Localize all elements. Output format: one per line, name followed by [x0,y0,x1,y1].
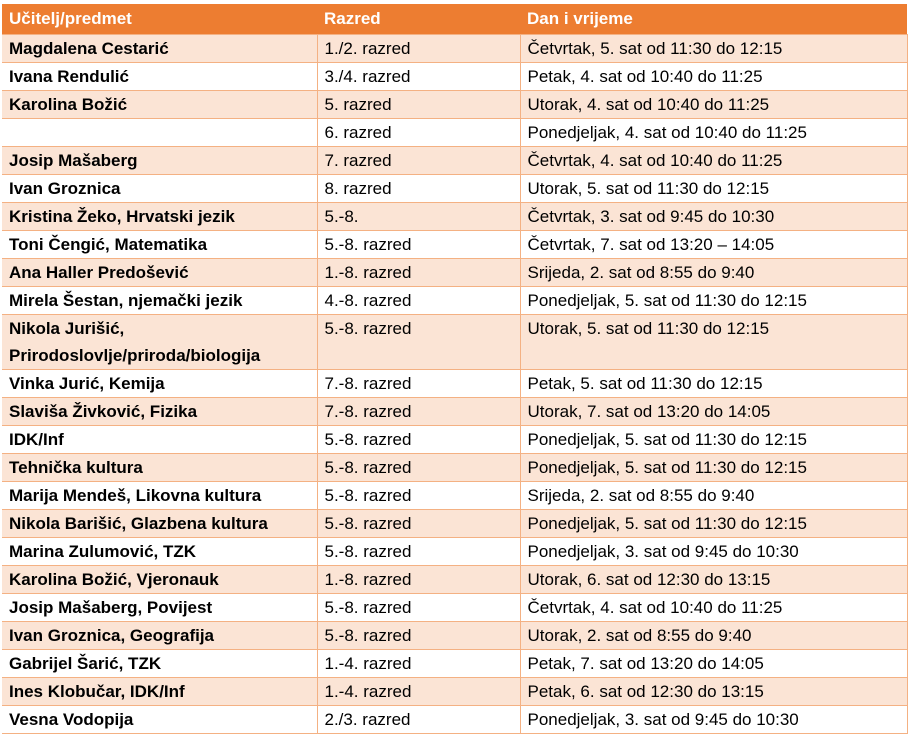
grade-cell: 5.-8. razred [317,315,520,370]
day-time-cell: Četvrtak, 4. sat od 10:40 do 11:25 [520,594,907,622]
grade-cell: 7. razred [317,147,520,175]
grade-cell: 1.-4. razred [317,650,520,678]
table-row [2,426,907,454]
day-time-cell: Ponedjeljak, 5. sat od 11:30 do 12:15 [520,426,907,454]
day-time-cell: Utorak, 2. sat od 8:55 do 9:40 [520,622,907,650]
day-time-cell: Srijeda, 2. sat od 8:55 do 9:40 [520,259,907,287]
teacher-subject-cell: Ivana Rendulić [2,63,317,91]
table-row [2,35,907,63]
table-row [2,566,907,594]
table-row [2,91,907,119]
table-body [2,35,907,734]
table-row [2,622,907,650]
table-row [2,259,907,287]
table-row [2,594,907,622]
grade-cell: 5.-8. razred [317,510,520,538]
table-row [2,287,907,315]
day-time-cell: Utorak, 5. sat od 11:30 do 12:15 [520,315,907,370]
teacher-subject-cell: Vesna Vodopija [2,706,317,734]
day-time-cell: Utorak, 6. sat od 12:30 do 13:15 [520,566,907,594]
table-row [2,203,907,231]
schedule-table [2,4,908,734]
header-day-time: Dan i vrijeme [520,4,907,35]
grade-cell: 7.-8. razred [317,398,520,426]
day-time-cell: Petak, 4. sat od 10:40 do 11:25 [520,63,907,91]
header-grade: Razred [317,4,520,35]
grade-cell: 4.-8. razred [317,287,520,315]
table-header-row [2,4,907,35]
grade-cell: 5.-8. razred [317,482,520,510]
grade-cell: 2./3. razred [317,706,520,734]
table-row [2,482,907,510]
table-row [2,370,907,398]
day-time-cell: Utorak, 7. sat od 13:20 do 14:05 [520,398,907,426]
teacher-subject-cell: IDK/Inf [2,426,317,454]
teacher-subject-cell: Karolina Božić, Vjeronauk [2,566,317,594]
teacher-subject-cell: Gabrijel Šarić, TZK [2,650,317,678]
grade-cell: 5.-8. razred [317,622,520,650]
table-row [2,538,907,566]
grade-cell: 5.-8. razred [317,538,520,566]
teacher-subject-cell: Josip Mašaberg [2,147,317,175]
teacher-subject-cell: Marija Mendeš, Likovna kultura [2,482,317,510]
table-row [2,650,907,678]
teacher-subject-cell: Ivan Groznica [2,175,317,203]
teacher-subject-cell: Vinka Jurić, Kemija [2,370,317,398]
day-time-cell: Ponedjeljak, 3. sat od 9:45 do 10:30 [520,706,907,734]
day-time-cell: Četvrtak, 5. sat od 11:30 do 12:15 [520,35,907,63]
table-row [2,706,907,734]
grade-cell: 5. razred [317,91,520,119]
day-time-cell: Ponedjeljak, 5. sat od 11:30 do 12:15 [520,454,907,482]
grade-cell: 3./4. razred [317,63,520,91]
teacher-subject-cell: Ana Haller Predošević [2,259,317,287]
teacher-subject-cell: Marina Zulumović, TZK [2,538,317,566]
day-time-cell: Ponedjeljak, 5. sat od 11:30 do 12:15 [520,510,907,538]
table-row [2,510,907,538]
table-row [2,119,907,147]
grade-cell: 5.-8. razred [317,594,520,622]
teacher-subject-cell: Ivan Groznica, Geografija [2,622,317,650]
day-time-cell: Četvrtak, 4. sat od 10:40 do 11:25 [520,147,907,175]
teacher-subject-cell: Kristina Žeko, Hrvatski jezik [2,203,317,231]
day-time-cell: Ponedjeljak, 5. sat od 11:30 do 12:15 [520,287,907,315]
day-time-cell: Petak, 7. sat od 13:20 do 14:05 [520,650,907,678]
teacher-subject-cell: Nikola Jurišić, Prirodoslovlje/priroda/biologija [2,315,317,370]
grade-cell: 6. razred [317,119,520,147]
teacher-subject-cell: Mirela Šestan, njemački jezik [2,287,317,315]
grade-cell: 5.-8. razred [317,454,520,482]
day-time-cell: Petak, 6. sat od 12:30 do 13:15 [520,678,907,706]
grade-cell: 8. razred [317,175,520,203]
grade-cell: 5.-8. razred [317,231,520,259]
grade-cell: 5.-8. [317,203,520,231]
teacher-subject-cell: Karolina Božić [2,91,317,119]
table-row [2,315,907,370]
grade-cell: 5.-8. razred [317,426,520,454]
day-time-cell: Utorak, 4. sat od 10:40 do 11:25 [520,91,907,119]
day-time-cell: Ponedjeljak, 3. sat od 9:45 do 10:30 [520,538,907,566]
teacher-subject-cell: Slaviša Živković, Fizika [2,398,317,426]
table-row [2,398,907,426]
day-time-cell: Utorak, 5. sat od 11:30 do 12:15 [520,175,907,203]
teacher-subject-cell: Toni Čengić, Matematika [2,231,317,259]
grade-cell: 1.-8. razred [317,259,520,287]
header-teacher-subject: Učitelj/predmet [2,4,317,35]
day-time-cell: Ponedjeljak, 4. sat od 10:40 do 11:25 [520,119,907,147]
teacher-subject-cell: Magdalena Cestarić [2,35,317,63]
grade-cell: 1.-8. razred [317,566,520,594]
grade-cell: 1.-4. razred [317,678,520,706]
day-time-cell: Petak, 5. sat od 11:30 do 12:15 [520,370,907,398]
day-time-cell: Četvrtak, 7. sat od 13:20 – 14:05 [520,231,907,259]
table-row [2,231,907,259]
table-row [2,147,907,175]
teacher-subject-cell: Tehnička kultura [2,454,317,482]
day-time-cell: Srijeda, 2. sat od 8:55 do 9:40 [520,482,907,510]
table-row [2,678,907,706]
table-row [2,63,907,91]
teacher-subject-cell [2,119,317,147]
table-row [2,175,907,203]
grade-cell: 1./2. razred [317,35,520,63]
teacher-subject-cell: Josip Mašaberg, Povijest [2,594,317,622]
grade-cell: 7.-8. razred [317,370,520,398]
teacher-subject-cell: Nikola Barišić, Glazbena kultura [2,510,317,538]
day-time-cell: Četvrtak, 3. sat od 9:45 do 10:30 [520,203,907,231]
teacher-subject-cell: Ines Klobučar, IDK/Inf [2,678,317,706]
table-row [2,454,907,482]
